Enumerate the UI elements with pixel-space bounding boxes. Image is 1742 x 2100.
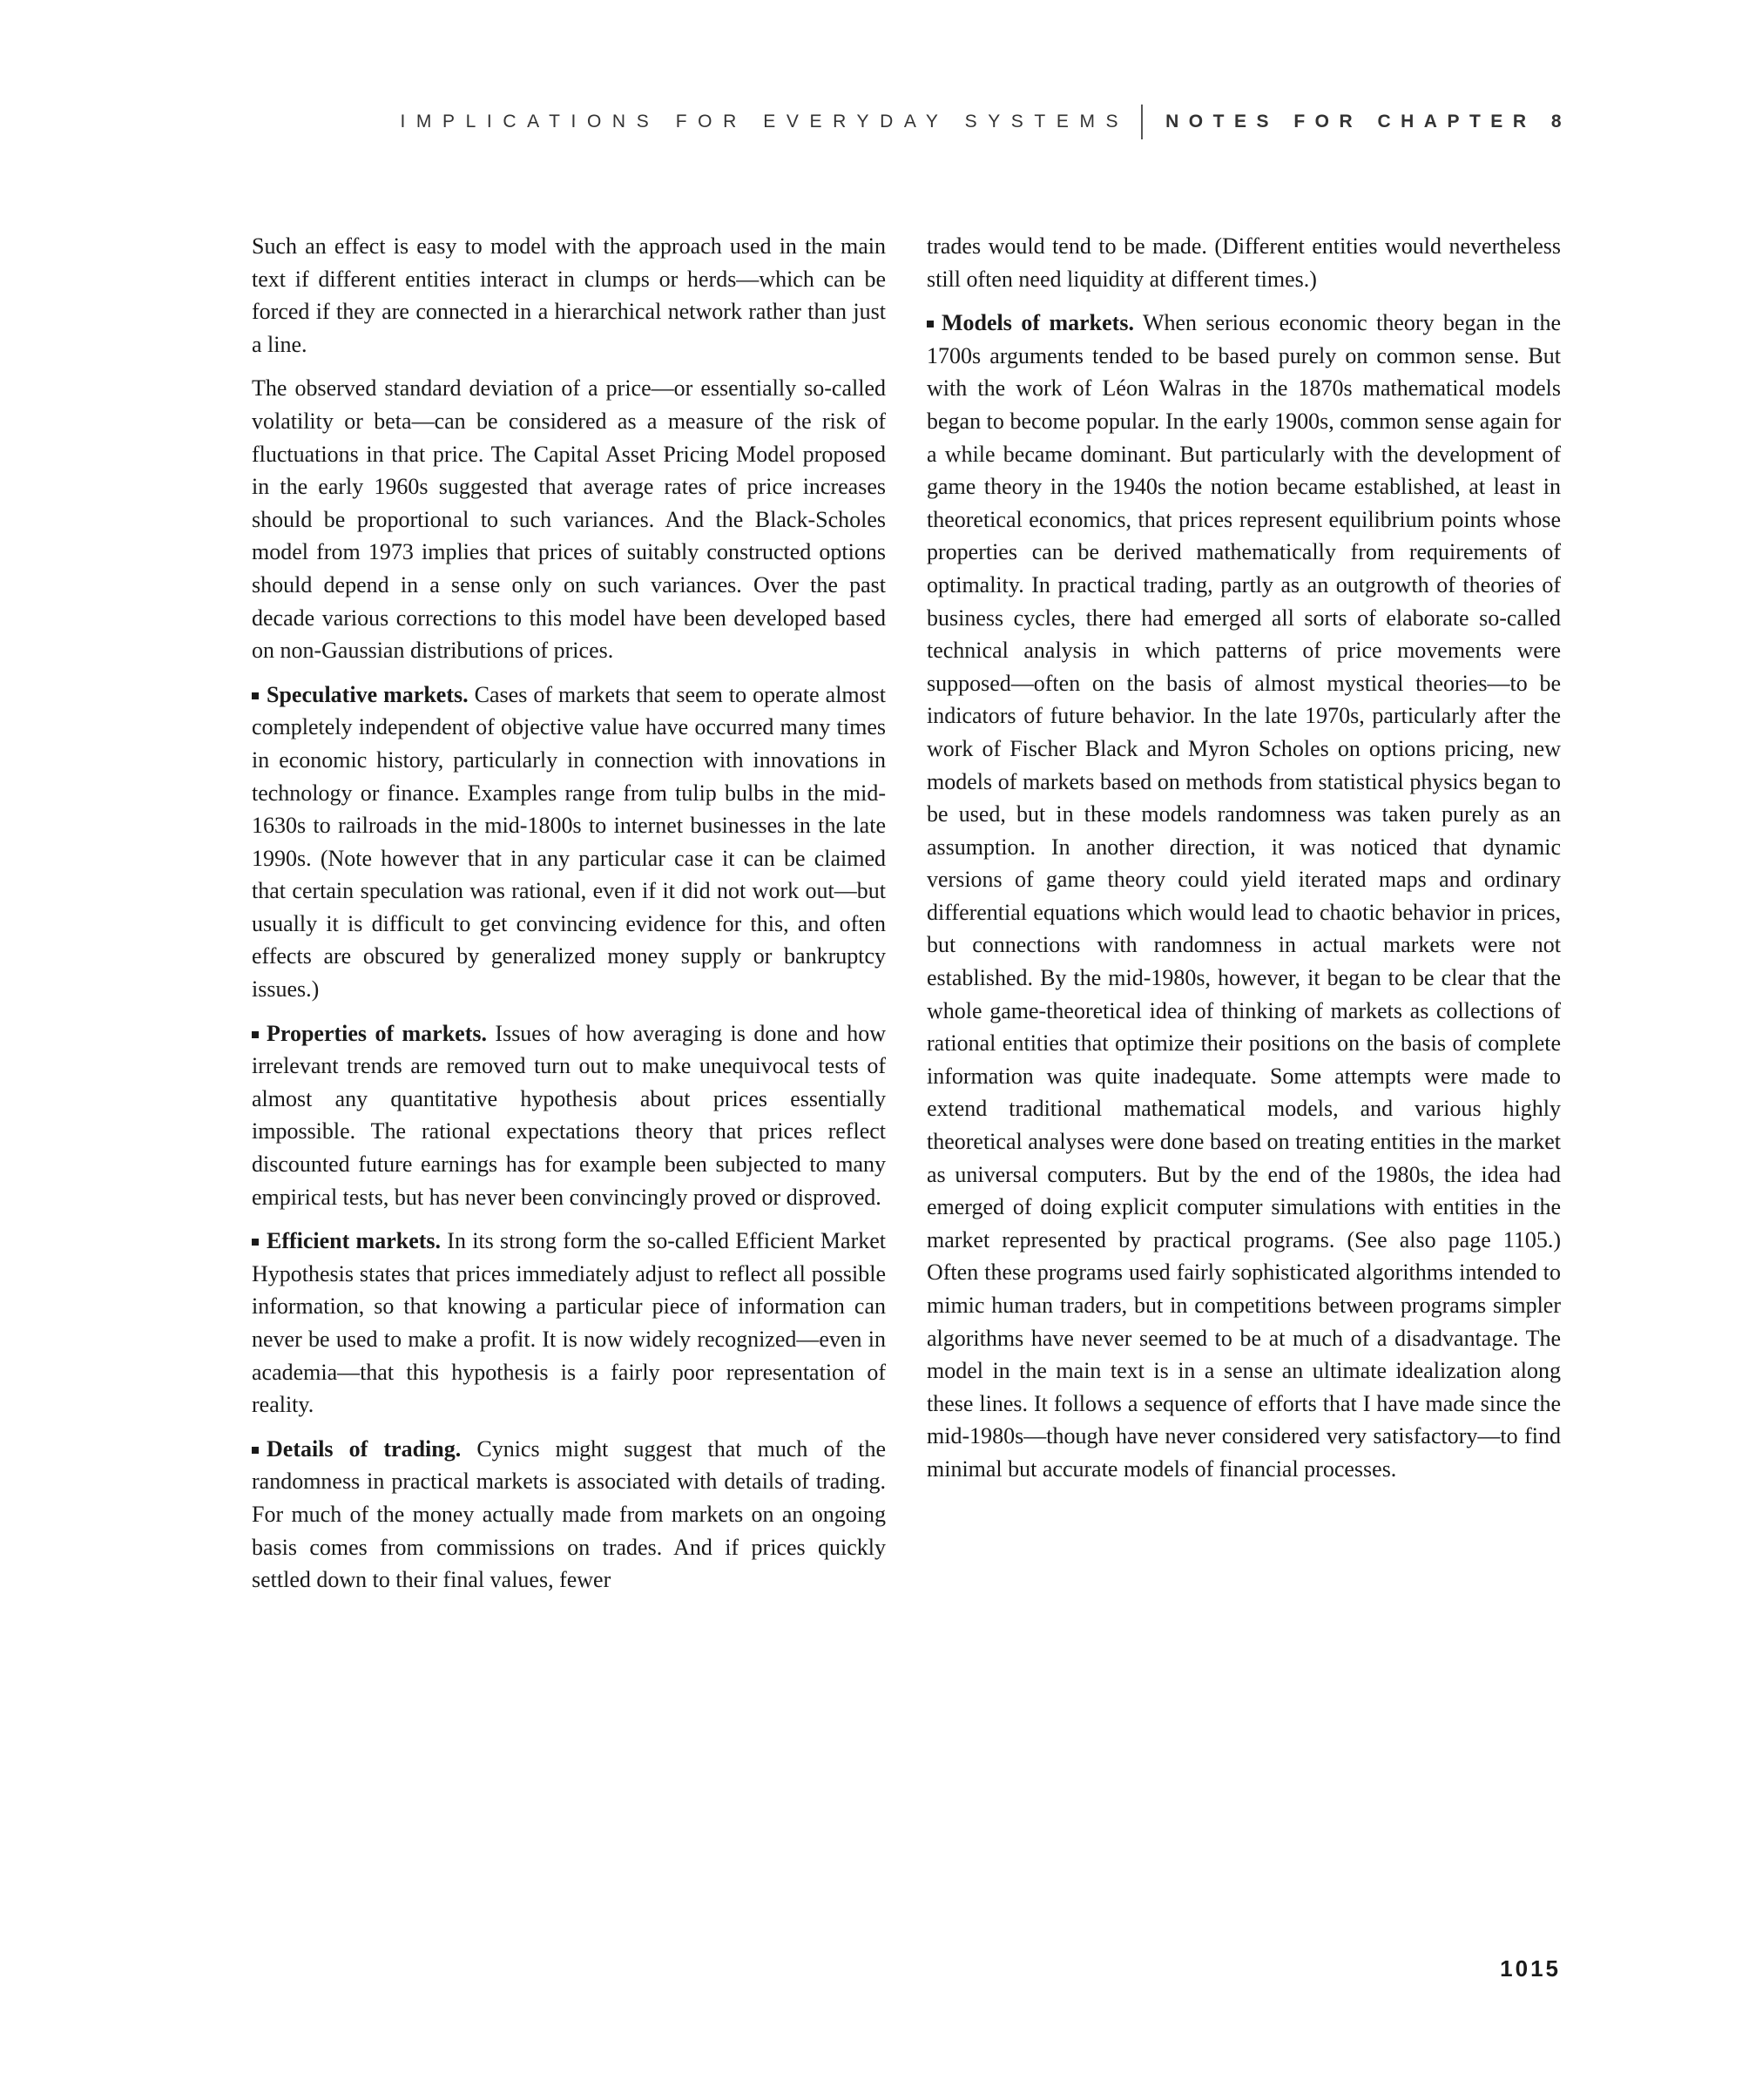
paragraph-volatility: The observed standard deviation of a price—or essentially so-called volatility or beta—can be considered as a measure of the risk of fluctuations in that price. The Capital Asset Pricing Model proposed in the early 1960s suggested that average rates of price increases should be proportional to such variances. And the Black-Scholes model from 1973 implies that prices of suitably constructed options should depend in a sense only on such variances. Over the past decade various corrections to this model have been developed based on non-Gaussian distributions of prices.	[252, 375, 886, 664]
right-column	[927, 230, 1561, 1497]
note-body: When serious economic theory began in the 1700s arguments tended to be based purely on common sense. But with the work of Léon Walras in the 1870s mathematical models began to become popular. In the early 1900s, common sense again for a while became dominant. But particularly with the development of game theory in the 1940s the notion became established, at least in theoretical economics, that prices represent equilibrium points whose properties can be derived mathematically from requirements of optimality. In practical trading, partly as an outgrowth of theories of business cycles, there had emerged all sorts of elaborate so-called technical analysis in which patterns of price movements were supposed—often on the basis of almost mystical theories—to be indicators of future behavior. In the late 1970s, particularly after the work of Fischer Black and Myron Scholes on options pricing, new models of markets based on methods from statistical physics began to be used, but in these models randomness was taken purely as an assumption. In another direction, it was noticed that dynamic versions of game theory could yield iterated maps and ordinary differential equations which would lead to chaotic behavior in prices, but connections with randomness in actual markets were not established. By the mid-1980s, however, it began to be clear that the whole game-theoretical idea of thinking of markets as collections of rational entities that optimize their positions on the basis of complete information was quite inadequate. Some attempts were made to extend traditional mathematical models, and various highly theoretical analyses were done based on treating entities in the market as universal computers. But by the end of the 1980s, the idea had emerged of doing explicit computer simulations with entities in the market represented by practical programs. (See also page 1105.) Often these programs used fairly sophisticated algorithms intended to mimic human traders, but in competitions between programs simpler algorithms have never seemed to be at much of a disadvantage. The model in the main text is in a sense an ultimate idealization along these lines. It follows a sequence of efforts that I have made since the mid-1980s—though have never considered very satisfactory—to find minimal but accurate models of financial processes.	[927, 310, 1562, 1482]
bullet-icon	[252, 1031, 259, 1038]
note-body: Cases of markets that seem to operate almost completely independent of objective value have occurred many times in economic history, particularly in connection with innovations in technology or finance. Examples range from tulip bulbs in the mid-1630s to railroads in the mid-1800s to internet businesses in the late 1990s. (Note however that in any particular case it can be claimed that certain speculation was rational, even if it did not work out—but usually it is difficult to get convincing evidence for this, and often effects are obscured by generalized money supply or bankruptcy issues.)	[252, 681, 886, 1003]
note-heading: Details of trading.	[267, 1435, 462, 1462]
note-heading: Speculative markets.	[267, 681, 469, 707]
bullet-icon	[252, 1447, 259, 1454]
left-column	[252, 230, 886, 1608]
note-properties-of-markets	[252, 1017, 886, 1214]
note-heading: Properties of markets.	[267, 1020, 487, 1046]
note-details-of-trading	[252, 1433, 886, 1597]
note-body: Issues of how averaging is done and how irrelevant trends are removed turn out to make unequivocal tests of almost any quantitative hypothesis about prices essentially impossible. The rational expectations theory that prices reflect discounted future earnings has for example been subjected to many empirical tests, but has never been convincingly proved or disproved.	[252, 1020, 886, 1210]
bullet-icon	[252, 692, 259, 699]
running-header	[400, 103, 1571, 141]
note-models-of-markets	[927, 307, 1561, 1485]
note-body: Cynics might suggest that much of the randomness in practical markets is associated with details of trading. For much of the money actually made from markets on an ongoing basis comes from commissions on trades. And if prices quickly settled down to their final values, fewer	[252, 1435, 886, 1593]
bullet-icon	[252, 1239, 259, 1246]
note-heading: Efficient markets.	[267, 1228, 442, 1254]
note-heading: Models of markets.	[942, 310, 1134, 336]
paragraph-trading-continued: trades would tend to be made. (Different entities would nevertheless still often need liquidity at different times.)	[927, 233, 1561, 292]
running-header-chapter: NOTES FOR CHAPTER 8	[1165, 111, 1571, 132]
note-efficient-markets	[252, 1225, 886, 1421]
running-header-section: IMPLICATIONS FOR EVERYDAY SYSTEMS	[400, 111, 1130, 132]
note-speculative-markets	[252, 679, 886, 1006]
note-body: In its strong form the so-called Efficient Market Hypothesis states that prices immediately adjust to reflect all possible information, so that knowing a particular piece of information can never be used to make a profit. It is now widely recognized—even in academia—that this hypothesis is a fairly poor representation of reality.	[252, 1228, 887, 1418]
paragraph-herds: Such an effect is easy to model with the approach used in the main text if different entities interact in clumps or herds—which can be forced if they are connected in a hierarchical network rather than just a line.	[252, 233, 886, 357]
page-number: 1015	[1500, 1955, 1561, 1982]
bullet-icon	[927, 321, 934, 327]
header-divider	[1141, 105, 1143, 139]
